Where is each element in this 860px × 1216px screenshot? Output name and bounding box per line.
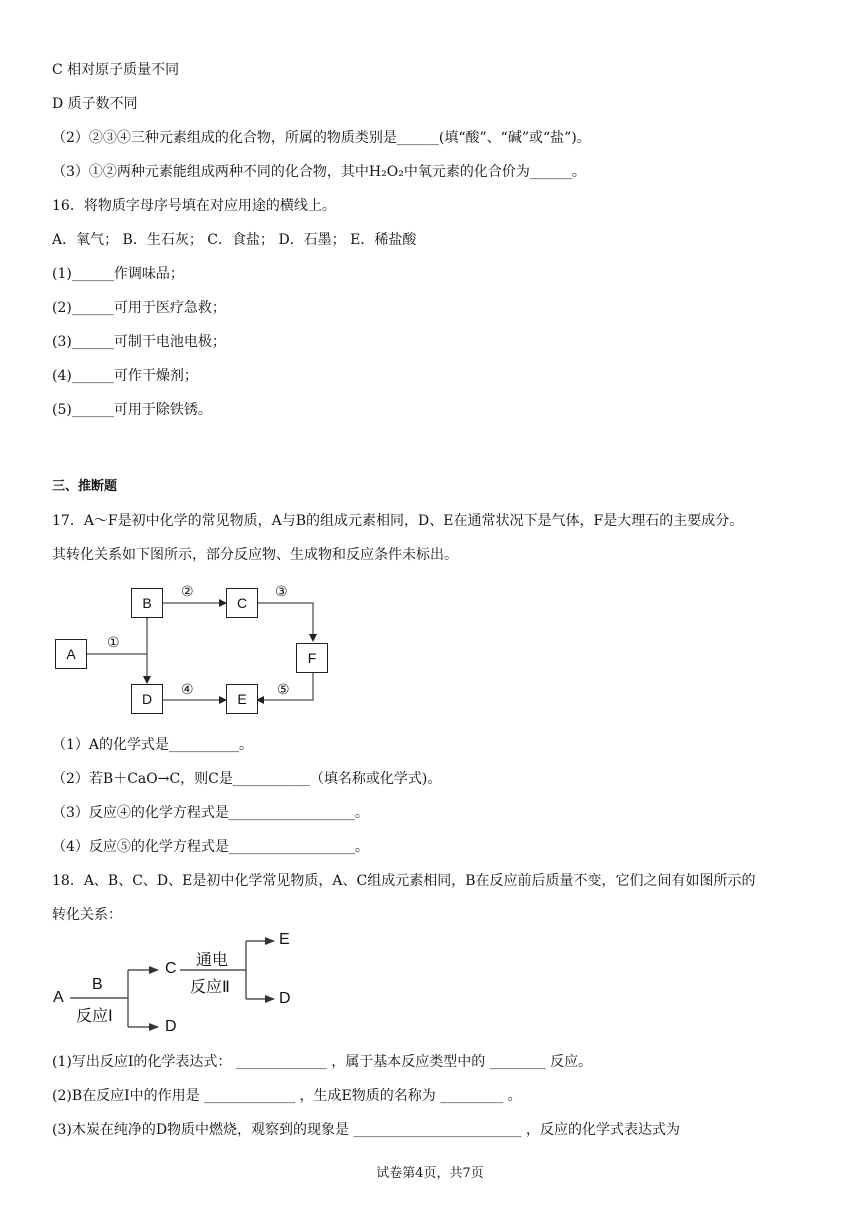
question-18-part-2: (2)B在反应Ⅰ中的作用是 _____________ ，生成E物质的名称为 _________ 。 <box>52 1088 522 1104</box>
diagram-1-label-2: ② <box>181 583 194 599</box>
diagram-1-box-f: F <box>296 643 328 673</box>
diagram-1-box-c: C <box>226 588 258 618</box>
question-18-part-1: (1)写出反应Ⅰ的化学表达式： _____________ ，属于基本反应类型中的 ________ 反应。 <box>52 1054 593 1070</box>
diagram-1-label-4: ④ <box>181 681 194 697</box>
question-18-part-3: (3)木炭在纯净的D物质中燃烧，观察到的现象是 ________________________ ，反应的化学式表达式为 <box>52 1122 680 1138</box>
diagram-1-box-b: B <box>131 588 163 618</box>
question-17-stem: 17．A～F是初中化学的常见物质，A与B的组成元素相同，D、E在通常状况下是气体，F是大理石的主要成分。 <box>52 513 744 529</box>
diagram-2-node-d-bottom: D <box>165 1018 177 1035</box>
question-18-stem-2: 转化关系： <box>52 907 122 923</box>
question-16-options: A．氧气； B．生石灰； C．食盐； D．石墨； E．稀盐酸 <box>52 232 417 248</box>
section-heading: 三、推断题 <box>52 479 118 494</box>
question-17-stem-2: 其转化关系如下图所示，部分反应物、生成物和反应条件未标出。 <box>52 547 458 563</box>
diagram-2-reaction-2-label: 反应Ⅱ <box>190 979 230 996</box>
question-16-item-3: (3)______可制干电池电极； <box>52 334 226 350</box>
question-17-part-4: （4）反应⑤的化学方程式是__________________。 <box>52 839 369 855</box>
diagram-2-node-d-right: D <box>279 990 291 1007</box>
page-footer: 试卷第4页，共7页 <box>376 1166 484 1181</box>
option-d: D 质子数不同 <box>52 96 138 112</box>
diagram-1-label-3: ③ <box>275 583 288 599</box>
diagram-2-condition-electrolysis: 通电 <box>196 952 229 969</box>
question-17-part-2: （2）若B＋CaO→C，则C是___________（填名称或化学式)。 <box>52 771 442 787</box>
diagram-1-label-5: ⑤ <box>277 681 290 697</box>
question-15-part-3: （3）①②两种元素能组成两种不同的化合物，其中H₂O₂中氧元素的化合价为______。 <box>52 164 586 180</box>
diagram-1-label-1: ① <box>107 634 120 650</box>
question-16-item-1: (1)______作调味品； <box>52 266 184 282</box>
diagram-1-box-e: E <box>226 684 258 714</box>
question-16-item-5: (5)______可用于除铁锈。 <box>52 402 212 418</box>
question-18-stem: 18．A、B、C、D、E是初中化学常见物质，A、C组成元素相同，B在反应前后质量不变，它们之间有如图所示的 <box>52 873 756 889</box>
diagram-1-box-d: D <box>131 684 163 714</box>
diagram-2-node-a: A <box>53 989 64 1006</box>
diagram-2-node-e: E <box>279 931 290 948</box>
question-16-item-2: (2)______可用于医疗急救； <box>52 300 226 316</box>
question-16-item-4: (4)______可作干燥剂； <box>52 368 198 384</box>
diagram-2-reaction-1-label: 反应Ⅰ <box>76 1008 113 1025</box>
question-17-part-1: （1）A的化学式是__________。 <box>52 737 254 753</box>
diagram-2-node-c: C <box>165 960 177 977</box>
option-c: C 相对原子质量不同 <box>52 62 180 78</box>
diagram-2-catalyst-b: B <box>92 976 103 993</box>
diagram-1-box-a: A <box>55 639 87 669</box>
question-15-part-2: （2）②③④三种元素组成的化合物，所属的物质类别是______(填“酸”、“碱”或“盐”)。 <box>52 130 591 146</box>
question-17-part-3: （3）反应④的化学方程式是__________________。 <box>52 805 369 821</box>
question-16-stem: 16．将物质字母序号填在对应用途的横线上。 <box>52 198 336 214</box>
